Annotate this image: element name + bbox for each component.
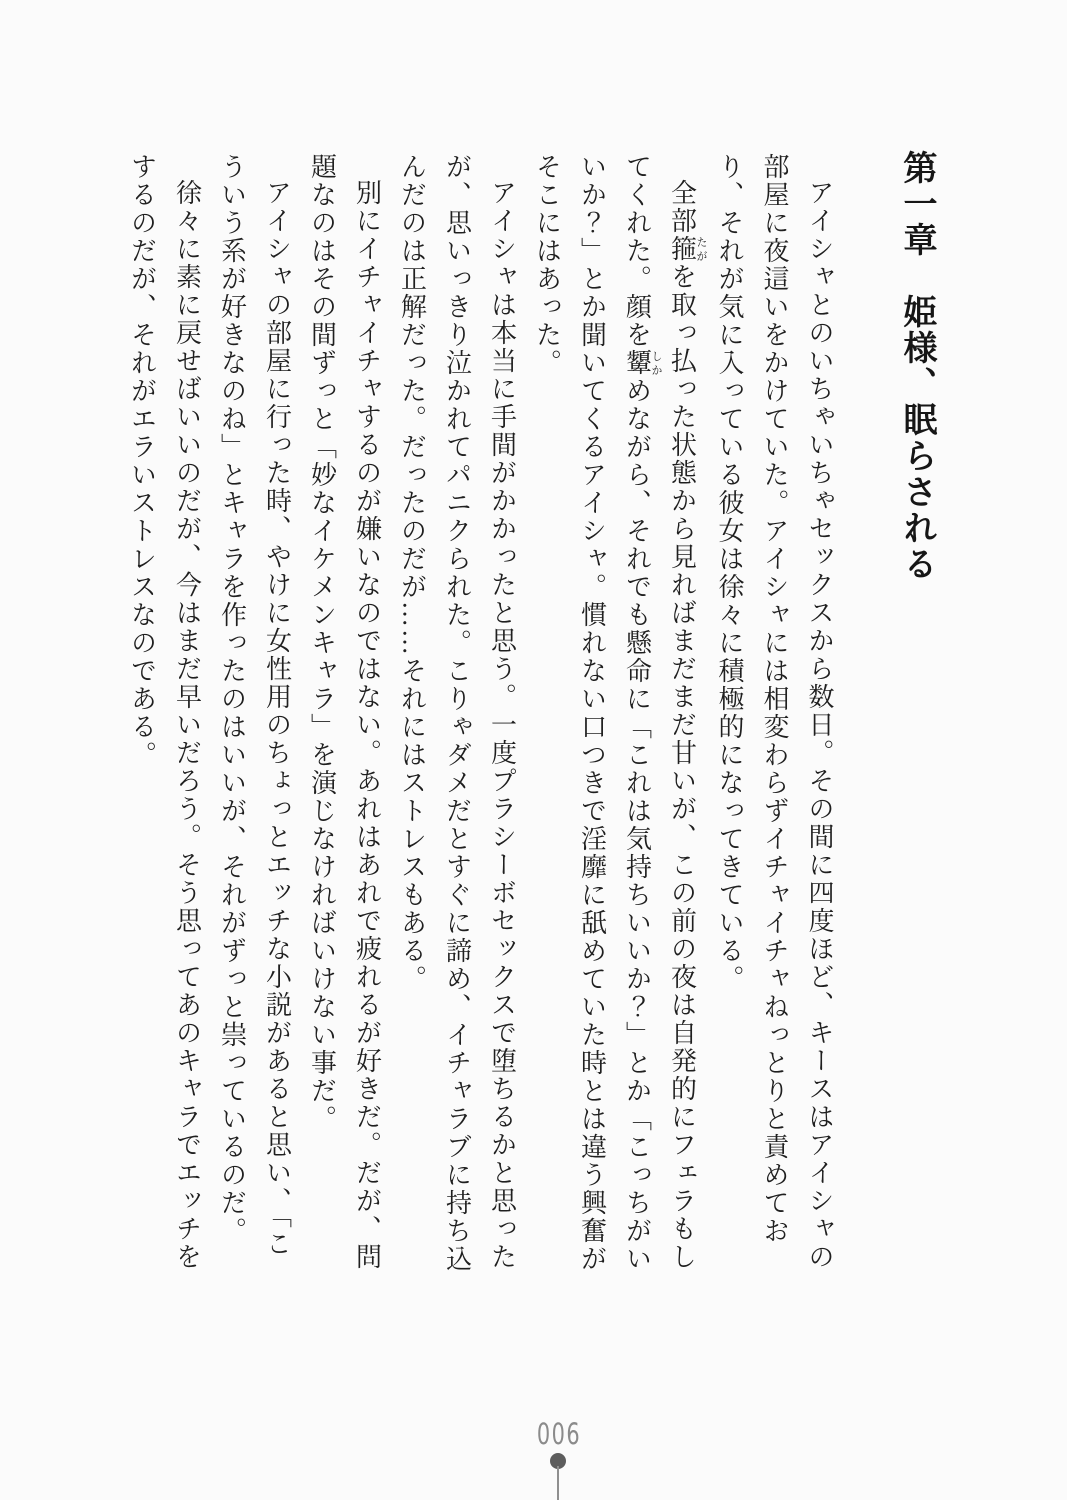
furigana-annotation: 箍たが [667,235,707,263]
chapter-title: 第一章 姫様、眠らされる [898,150,935,582]
paragraph: 別にイチャイチャするのが嫌いなのではない。あれはあれで疲れるが好きだ。だが、問題なのはその間ずっと「妙なイケメンキャラ」を演じなければいけない事だ。 [307,153,382,1271]
paragraph: アイシャとのいちゃいちゃセックスから数日。その間に四度ほど、キースはアイシャの部屋に夜這いをかけていた。アイシャには相変わらずイチャイチャねっとりと責めており、それが気に入っている彼女は徐々に積極的になってきている。 [715,153,834,1271]
footer-ornament-line [557,1466,559,1500]
body-text [120,153,843,1285]
furigana-annotation: 顰しか [622,349,662,377]
paragraph: アイシャは本当に手間がかかったと思う。一度プラシーボセックスで堕ちるかと思ったが、思いっきり泣かれてパニクられた。こりゃダメだとすぐに諦め、イチャラブに持ち込んだのは正解だった。だったのだが……それにはストレスもある。 [397,153,517,1273]
paragraph: 全部箍たがを取っ払った状態から見ればまだまだ甘いが、この前の夜は自発的にフェラもしてくれた。顔を顰しかめながら、それでも懸命に「これは気持ちいいか？」とか「こっちがいいか？」とか聞いてくるアイシャ。慣れない口つきで淫靡に舐めていた時とは違う興奮がそこにはあった。 [532,153,707,1273]
paragraph: アイシャの部屋に行った時、やけに女性用のちょっとエッチな小説があると思い、「こういう系が好きなのね」とキャラを作ったのはいいが、それがずっと祟っているのだ。 [217,153,292,1258]
page-number: 006 [536,1417,582,1451]
paragraph: 徐々に素に戻せばいいのだが、今はまだ早いだろう。そう思ってあのキャラでエッチをするのだが、それがエラいストレスなのである。 [127,153,202,1271]
